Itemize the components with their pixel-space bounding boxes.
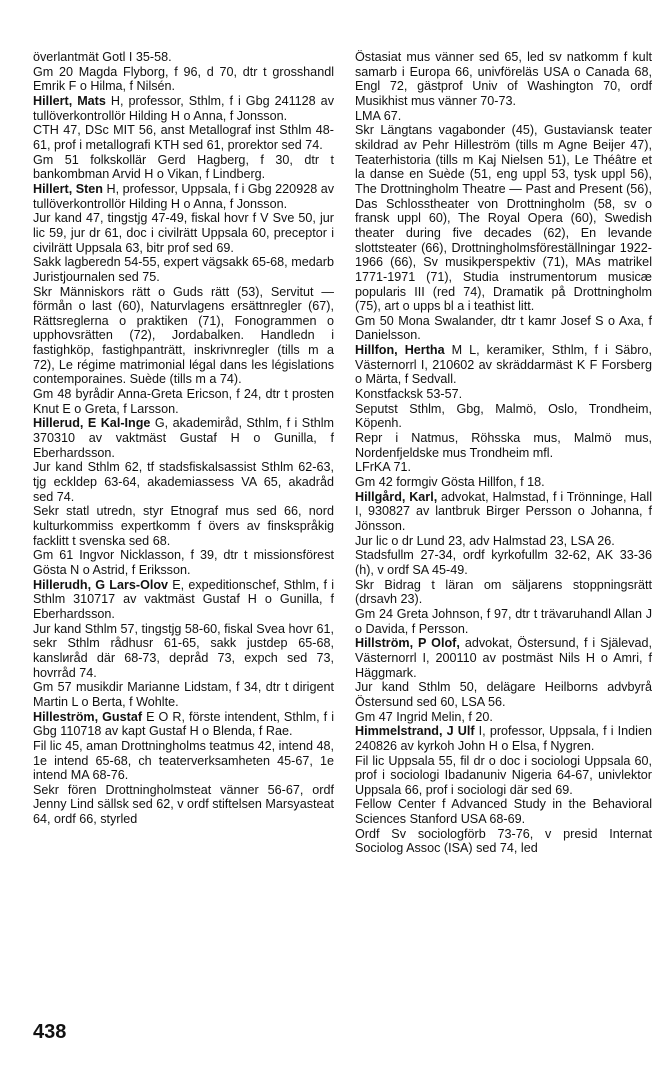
entry-headword: Hilleström, Gustaf: [33, 709, 143, 724]
entry-text: H, professor, Uppsala, f i Gbg 220928 av tullöverkontrollör Hilding H o Anna, f Jonsson.: [33, 181, 335, 211]
entry-paragraph: [33, 783, 334, 827]
entry-text: Skr Bidrag t läran om säljarens stoppningsrätt (drsavh 23).: [355, 577, 652, 607]
entry-paragraph: [33, 504, 334, 548]
entry-paragraph: [355, 754, 652, 798]
entry-paragraph: [355, 607, 652, 636]
entry-text: Jur kand 47, tingstjg 47-49, fiskal hovr f V Sve 50, jur lic 59, jur dr 61, doc i civilrätt Uppsala 60, preceptor i civilrätt Uppsala 63, bitr prof sed 69.: [33, 211, 334, 255]
entry-text: Skr Människors rätt o Guds rätt (53), Servitut — förmån o last (60), Naturvlagens ersättnregler (67), Rättsreglerna o praktiken (71), Fonogrammen o upphovsrätten (72), Jordabalken. Handledn i fastighköp, fastighpanträtt, inskrivnregler (tills m a 72), Le régime matrimonial légal dans les législations contemporaines. Suède (tills m a 74).: [33, 284, 334, 387]
entry-headword: Hillström, P Olof,: [355, 636, 460, 651]
entry-paragraph: [33, 255, 334, 284]
biography-entry: [355, 343, 652, 387]
entry-headword: Himmelstrand, J Ulf: [355, 724, 475, 739]
entry-headword: Hillerudh, G Lars-Olov: [33, 577, 169, 592]
entry-paragraph: [355, 460, 652, 475]
entry-text: Gm 20 Magda Flyborg, f 96, d 70, dtr t grosshandl Emrik F o Hilma, f Nilsén.: [33, 64, 334, 94]
entry-text: Gm 50 Mona Swalander, dtr t kamr Josef S o Axa, f Danielsson.: [355, 313, 652, 343]
entry-text: överlantmät Gotl I 35-58.: [33, 50, 172, 64]
biography-entry: [355, 724, 652, 753]
entry-headword: Hillgård, Karl,: [355, 489, 438, 504]
entry-paragraph: [355, 431, 652, 460]
entry-headword: Hillerud, E Kal-Inge: [33, 416, 151, 431]
entry-paragraph: [355, 578, 652, 607]
entry-paragraph: [33, 65, 334, 94]
entry-text: Fil lic Uppsala 55, fil dr o doc i sociologi Uppsala 60, prof i sociologi Ibadanuniv Nigeria 64-67, univlektor Uppsala 66, prof i sociologi där sed 69.: [355, 753, 652, 797]
right-column: [355, 50, 652, 856]
entry-text: CTH 47, DSc MIT 56, anst Metallograf inst Sthlm 48-61, prof i metallografi KTH sed 61, prorektor sed 74.: [33, 123, 334, 152]
entry-text: Repr i Natmus, Röhsska mus, Malmö mus, Nordenfjeldske mus Trondheim mfl.: [355, 431, 652, 460]
entry-paragraph: [33, 153, 334, 182]
entry-text: Skr Längtans vagabonder (45), Gustaviansk teater skildrad av Pehr Hilleström (tills m Agne Beijer 47), Teaterhistoria (tills m Kaj Nielsen 51), Le Théâtre et la danse en Suède (51, eng uppl 53, tysk uppl 56), The Drottningholm Theatre — Past and Present (56), Das Schlosstheater von Drottningholm (58, sv o fransk uppl 60), The Royal Opera (60), Swedish theater during five decades (62), En levande slottsteater (66), Drottningholmsföreställningar 1922-1966 (66), Sv musikperspektiv (71), MAs matrikel 1771-1971 (71), Studia instrumentorum musicæ popularis III (red 74), Dramatik på Drottningholm (75), art o upps bl a i teathist litt.: [355, 123, 652, 314]
left-column: [33, 50, 334, 827]
entry-text: LMA 67.: [355, 108, 402, 123]
entry-text: Gm 57 musikdir Marianne Lidstam, f 34, dtr t dirigent Martin L o Berta, f Wohlte.: [33, 680, 334, 709]
entry-paragraph: [33, 460, 334, 504]
entry-paragraph: [355, 109, 652, 124]
entry-headword: Hillfon, Hertha: [355, 343, 445, 358]
entry-text: Östasiat mus vänner sed 65, led sv natkomm f kult samarb i Europa 66, univföreläs USA o Canada 68, Engl 72, gästprof Univ of Washington 70, ordf Musikhist mus vänner 70-73.: [355, 50, 652, 108]
entry-paragraph: [355, 827, 652, 856]
entry-paragraph: [33, 50, 334, 65]
entry-text: Jur lic o dr Lund 23, adv Halmstad 23, LSA 26.: [355, 533, 615, 548]
entry-text: H, professor, Sthlm, f i Gbg 241128 av tullöverkontrollör Hilding H o Anna, f Jonsson.: [33, 93, 334, 123]
entry-text: Gm 24 Greta Johnson, f 97, dtr t trävaruhandl Allan J o Davida, f Persson.: [355, 606, 652, 636]
entry-text: Fil lic 45, aman Drottningholms teatmus 42, intend 48, 1e intend 65-68, ch teaterverksamheten 45-67, 1e intend MA 68-76.: [33, 738, 335, 783]
entry-text: Konstfacksk 53-57.: [355, 387, 463, 402]
entry-text: Jur kand Sthlm 57, tingstjg 58-60, fiskal Svea hovr 61, sekr Sthlm rådhusr 61-65, sakk justdep 65-68, kanslиråd där 68-73, depråd 73, expch sed 73, hovrråd 74.: [33, 621, 335, 680]
biography-entry: [33, 416, 334, 460]
entry-text: Ordf Sv sociologförb 73-76, v presid Internat Sociolog Assoc (ISA) sed 74, led: [355, 826, 652, 856]
entry-text: Sekr statl utredn, styr Etnograf mus sed 66, nord kulturkommiss expertkomm f övers av finskspråkig facklitt t svenska sed 68.: [33, 504, 334, 548]
entry-text: advokat, Halmstad, f i Trönninge, Hall I, 930827 av lantbruk Birger Persson o Johanna, f Jönsson.: [355, 489, 652, 533]
biography-entry: [33, 710, 334, 739]
entry-text: Jur kand Sthlm 62, tf stadsfiskalsassist Sthlm 62-63, tjg eckldep 63-64, akademiassess VA 65, akadråd sed 74.: [33, 460, 334, 504]
entry-paragraph: [33, 739, 334, 783]
entry-text: LFrKA 71.: [355, 460, 412, 475]
entry-paragraph: [33, 387, 334, 416]
entry-paragraph: [355, 534, 652, 549]
entry-text: Gm 61 Ingvor Nicklasson, f 39, dtr t missionsförest Gösta N o Astrid, f Eriksson.: [33, 548, 334, 577]
page-number: 438: [33, 1021, 67, 1043]
entry-paragraph: [33, 211, 334, 255]
entry-paragraph: [33, 285, 334, 388]
biography-entry: [355, 490, 652, 534]
entry-paragraph: [355, 710, 652, 725]
entry-text: E, expeditionschef, Sthlm, f i Sthlm 310717 av vaktmäst Gustaf H o Gunilla, f Eberhardsson.: [33, 577, 335, 621]
entry-headword: Hillert, Sten: [33, 181, 103, 196]
entry-text: Seputst Sthlm, Gbg, Malmö, Oslo, Trondheim, Köpenh.: [355, 401, 652, 431]
entry-paragraph: [355, 475, 652, 490]
entry-paragraph: [355, 123, 652, 314]
entry-paragraph: [355, 387, 652, 402]
entry-paragraph: [33, 680, 334, 709]
biography-entry: [355, 636, 652, 680]
entry-text: E O R, förste intendent, Sthlm, f i Gbg 110718 av kapt Gustaf H o Blenda, f Rae.: [33, 709, 335, 739]
entry-text: Fellow Center f Advanced Study in the Behavioral Sciences Stanford USA 68-69.: [355, 797, 652, 827]
entry-text: Gm 48 byrådir Anna-Greta Ericson, f 24, dtr t prosten Knut E o Greta, f Larsson.: [33, 387, 334, 416]
entry-paragraph: [33, 622, 334, 681]
entry-text: Gm 51 folkskollär Gerd Hagberg, f 30, dtr t bankombman Arvid H o Vikan, f Lindberg.: [33, 152, 334, 182]
entry-text: Jur kand Sthlm 50, delägare Heilborns advbyrå Östersund sed 60, LSA 56.: [355, 680, 652, 709]
entry-text: Sakk lagberedn 54-55, expert vägsakk 65-68, medarb Juristjournalen sed 75.: [33, 255, 334, 284]
entry-text: M L, keramiker, Sthlm, f i Säbro, Västernorrl I, 210602 av skräddarmäst K F Forsberg o Märta, f Sedvall.: [355, 343, 652, 387]
entry-text: Gm 42 formgiv Gösta Hillfon, f 18.: [355, 475, 545, 490]
entry-text: Gm 47 Ingrid Melin, f 20.: [355, 709, 493, 724]
entry-paragraph: [33, 548, 334, 577]
entry-text: G, akademiråd, Sthlm, f i Sthlm 370310 av vaktmäst Gustaf H o Gunilla, f Eberhardsson.: [33, 416, 334, 460]
entry-text: advokat, Östersund, f i Själevad, Västernorrl I, 200110 av postmäst Nils H o Amri, f Häggmark.: [355, 636, 652, 680]
entry-paragraph: [355, 797, 652, 826]
entry-paragraph: [355, 402, 652, 431]
entry-paragraph: [355, 680, 652, 709]
entry-paragraph: [355, 548, 652, 577]
entry-paragraph: [33, 123, 334, 152]
biography-entry: [33, 94, 334, 123]
entry-text: Stadsfullm 27-34, ordf kyrkofullm 32-62, AK 33-36 (h), v ordf SA 45-49.: [355, 548, 652, 577]
entry-headword: Hillert, Mats: [33, 93, 106, 108]
entry-text: Sekr fören Drottningholmsteat vänner 56-67, ordf Jenny Lind sällsk sed 62, v ordf stiftelsen Marsyasteat 64, ordf 66, styrled: [33, 782, 334, 827]
entry-paragraph: [355, 50, 652, 109]
biography-entry: [33, 578, 334, 622]
entry-text: I, professor, Uppsala, f i Indien 240826 av kyrkoh John H o Elsa, f Nygren.: [355, 724, 652, 753]
biography-entry: [33, 182, 334, 211]
entry-paragraph: [355, 314, 652, 343]
